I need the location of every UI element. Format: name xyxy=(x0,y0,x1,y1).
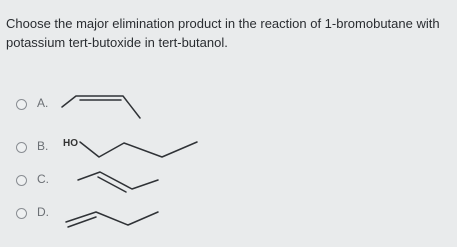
molecule-c-structure xyxy=(62,168,172,202)
molecule-a-structure xyxy=(62,94,162,128)
option-c-letter: C. xyxy=(37,172,49,186)
radio-button-c[interactable] xyxy=(16,175,27,186)
hydroxyl-label: HO xyxy=(63,138,78,149)
option-a-letter: A. xyxy=(37,96,49,110)
radio-button-b[interactable] xyxy=(16,142,27,153)
radio-button-a[interactable] xyxy=(16,99,27,110)
option-d-letter: D. xyxy=(37,205,49,219)
molecule-b-structure xyxy=(62,134,212,168)
molecule-d-structure xyxy=(62,204,172,234)
question-text: Choose the major elimination product in the reaction of 1-bromobutane with potassium tert-butoxide in tert-butanol. xyxy=(6,16,440,50)
option-b-letter: B. xyxy=(37,139,49,153)
radio-button-d[interactable] xyxy=(16,208,27,219)
